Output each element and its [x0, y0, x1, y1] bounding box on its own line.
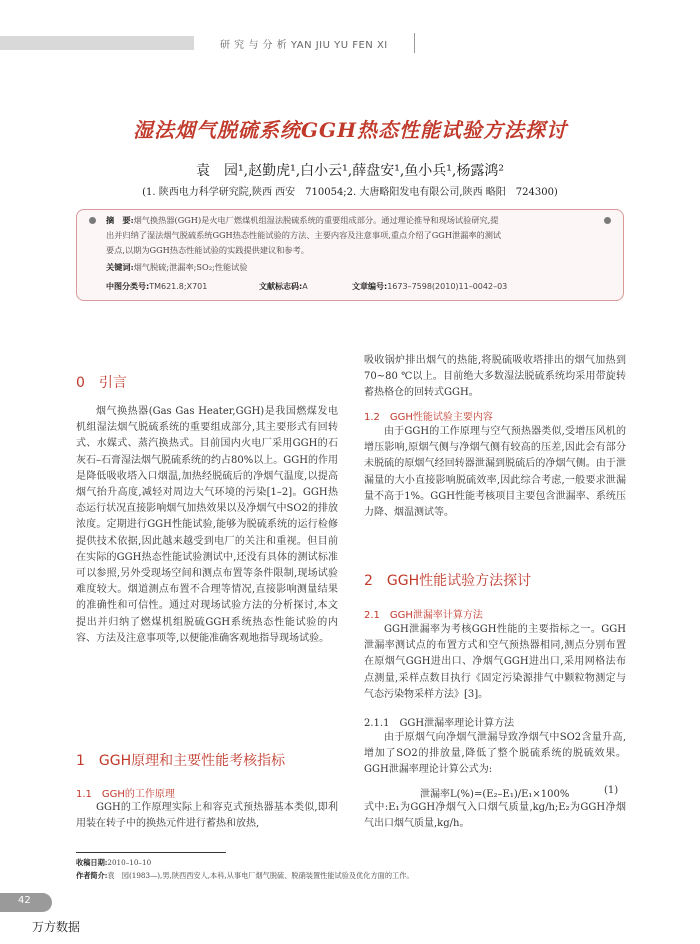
section-2-1-1-heading: 2.1.1 GGH泄漏率理论计算方法	[364, 718, 515, 729]
received-date-line	[76, 858, 151, 868]
clc-line	[106, 281, 207, 292]
section-2-1-paragraph: GGH泄漏率为考核GGH性能的主要指标之一。GGH泄漏率测试点的布置方式和空气预热器相同,测点分别布置在原烟气GGH进出口、净烟气GGH进出口,采用网格法布点测量,采样点数目执行《固定污染源排气中颗粒物测定与气态污染物采样方法》[3]。	[364, 624, 626, 700]
page-number: 42	[18, 895, 31, 906]
equation-where-column	[364, 800, 626, 832]
right-top-column	[364, 353, 626, 402]
article-id-label: 文章编号:	[352, 282, 388, 291]
clc-label: 中图分类号:	[106, 282, 150, 291]
wanfang-watermark: 万方数据	[32, 920, 81, 934]
doc-code-value: A	[302, 282, 308, 291]
keywords: 烟气脱硫;泄漏率;SO₂;性能试验	[133, 262, 248, 272]
abstract-line-1	[106, 215, 499, 226]
author-list: 袁 园¹,赵勤虎¹,白小云¹,薛盘安¹,鱼小兵¹,杨露鸿²	[196, 163, 504, 179]
affiliations: (1. 陕西电力科学研究院,陕西 西安 710054;2. 大唐略阳发电有限公司,陕西 略阳 724300)	[142, 187, 558, 198]
author-bio-line	[76, 871, 414, 881]
keywords-line	[106, 262, 248, 273]
header-divider	[414, 33, 415, 53]
right-top-paragraph: 吸收锅炉排出烟气的热能,将脱硫吸收塔排出的烟气加热到70~80 ℃以上。目前绝大多数湿法脱硫系统均采用带旋转蓄热格仓的回转式GGH。	[364, 355, 626, 399]
section-1-2-column	[364, 424, 626, 521]
header-bar	[0, 36, 194, 50]
received-label: 收稿日期:	[76, 858, 108, 867]
equation-1: 泄漏率L(%)=(E₂–E₁)/E₁×100%	[420, 789, 570, 800]
section-0-heading: 0 引言	[76, 375, 127, 391]
intro-column	[76, 404, 338, 647]
equation-1-number: (1)	[604, 785, 619, 796]
received-date: 2010–10–10	[107, 858, 152, 867]
equation-where-paragraph: 式中:E₁为GGH净烟气入口烟气质量,kg/h;E₂为GGH净烟气出口烟气质量,kg/h。	[364, 802, 626, 830]
section-1-2-paragraph: 由于GGH的工作原理与空气预热器类似,受增压风机的增压影响,原烟气侧与净烟气侧有较高的压差,因此会有部分未脱硫的原烟气经回转器泄漏到脱硫后的净烟气侧。由于泄漏量的大小直接影响脱硫效率,因此综合考虑,一般要求泄漏量不高于1%。GGH性能考核项目主要包含泄漏率、系统压力降、烟温测试等。	[364, 426, 626, 519]
section-2-1-1-column	[364, 730, 626, 779]
abstract-line-2: 出并归纳了湿法烟气脱硫系统GGH热态性能试验的方法、主要内容及注意事项,重点介绍了GGH泄漏率的测试	[106, 230, 502, 240]
section-2-1-1-paragraph: 由于原烟气向净烟气泄漏导致净烟气中SO2含量升高,增加了SO2的排放量,降低了整个脱硫系统的脱硫效果。GGH泄漏率理论计算公式为:	[364, 732, 626, 776]
author-bio: 袁 园(1983—),男,陕西西安人,本科,从事电厂烟气脱硫、脱硝装置性能试验及优化方面的工作。	[107, 871, 414, 880]
author-bio-label: 作者简介:	[76, 871, 108, 880]
clc-value: TM621.8;X701	[149, 282, 208, 291]
intro-paragraph: 烟气换热器(Gas Gas Heater,GGH)是我国燃煤发电机组湿法烟气脱硫系统的重要组成部分,其主要形式有回转式、水媒式、蒸汽换热式。目前国内火电厂采用GGH的石灰石–石膏湿法烟气脱硫系统的约占80%以上。GGH的作用是降低吸收塔入口烟温,加热经脱硫后的净烟气温度,以提高烟气抬升高度,减轻对周边大气环境的污染[1–2]。GGH热态运行状况直接影响烟气加热效果以及净烟气中SO2的排放浓度。定期进行GGH性能试验,能够为脱硫系统的运行检修提供技术依据,因此越来越受到电厂的关注和重视。但目前在实际的GGH热态性能试验测试中,还没有具体的测试标准可以参照,另外受现场空间和测点布置等条件限制,现场试验难度较大。烟道测点布置不合理等情况,直接影响测量结果的准确性和可信性。通过对现场试验方法的分析探讨,本文提出并归纳了燃煤机组脱硫GGH系统热态性能试验的内容、方法及注意事项等,以便能准确客观地指导现场试验。	[76, 406, 338, 644]
section-1-1-paragraph: GGH的工作原理实际上和容克式预热器基本类似,即利用装在转子中的换热元件进行蓄热和放热,	[76, 802, 338, 830]
doc-code-label: 文献标志码:	[259, 282, 303, 291]
section-1-1-column	[76, 800, 338, 832]
article-title: 湿法烟气脱硫系统GGH热态性能试验方法探讨	[132, 118, 568, 142]
abstract-label: 摘 要:	[106, 215, 134, 225]
section-2-heading: 2 GGH性能试验方法探讨	[364, 573, 532, 589]
keywords-label: 关键词:	[106, 262, 134, 272]
abstract-bullet-right	[604, 217, 611, 224]
abstract-bullet-left	[89, 217, 96, 224]
abstract-line-3: 要点,以期为GGH热态性能试验的实践提供建议和参考。	[106, 245, 309, 255]
section-1-1-heading: 1.1 GGH的工作原理	[76, 789, 175, 800]
section-2-1-column	[364, 622, 626, 703]
section-2-1-heading: 2.1 GGH泄漏率计算方法	[364, 610, 483, 621]
doc-code-line	[259, 281, 308, 292]
section-1-2-heading: 1.2 GGH性能试验主要内容	[364, 412, 493, 423]
section-1-heading: 1 GGH原理和主要性能考核指标	[76, 753, 286, 769]
footnote-rule	[76, 852, 226, 853]
article-id-value: 1673–7598(2010)11–0042–03	[387, 282, 508, 291]
running-header: 研 究 与 分 析 YAN JIU YU FEN XI	[220, 40, 388, 51]
abstract-text-1: 烟气换热器(GGH)是火电厂燃煤机组湿法脱硫系统的重要组成部分。通过理论推导和现场试验研究,提	[133, 215, 499, 225]
article-id-line	[352, 281, 507, 292]
